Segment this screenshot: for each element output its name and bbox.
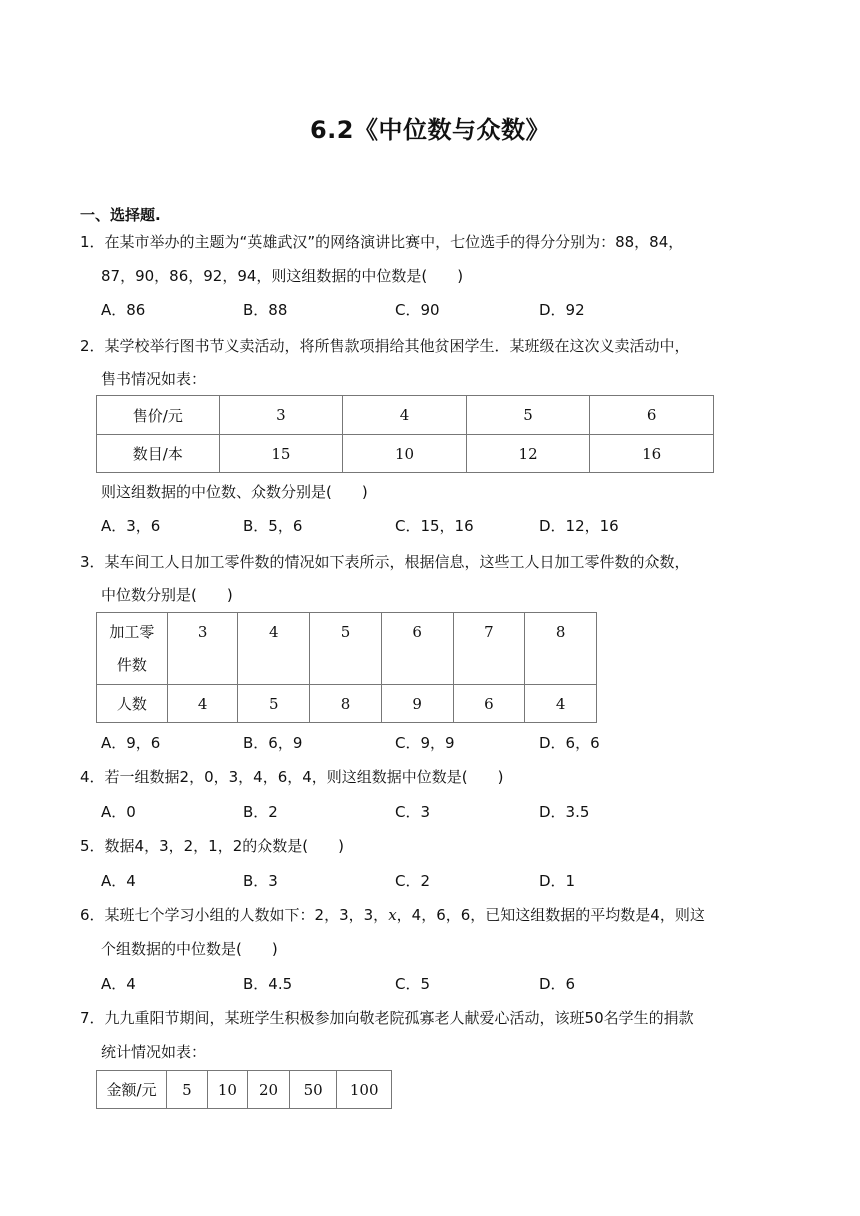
q3-table-cell: 5 (310, 613, 382, 685)
q3-table-cell: 5 (238, 685, 310, 723)
q3-table-cell: 人数 (97, 685, 168, 723)
q7-table-cell: 20 (248, 1071, 290, 1109)
q3-option-d: D．6，6 (539, 734, 600, 752)
q2-table-cell: 5 (466, 396, 590, 435)
q2-table (96, 395, 714, 473)
question-2-text: 2．某学校举行图书节义卖活动，将所售款项捐给其他贫困学生．某班级在这次义卖活动中， (80, 337, 690, 355)
q3-table (96, 612, 597, 723)
q7-table-cell: 100 (337, 1071, 392, 1109)
question-6-text (80, 905, 705, 925)
q3-option-c: C．9，9 (395, 734, 455, 752)
question-5-text: 5．数据4，3，2，1，2的众数是( ) (80, 837, 344, 855)
q4-option-b: B．2 (243, 803, 278, 821)
q7-table-cell: 10 (207, 1071, 248, 1109)
q2-table-cell: 12 (466, 435, 590, 473)
q1-option-b: B．88 (243, 301, 288, 319)
q5-option-a: A．4 (101, 872, 136, 890)
q3-table-cell: 4 (167, 685, 238, 723)
q2-table-cell: 6 (590, 396, 714, 435)
q2-option-a: A．3，6 (101, 517, 161, 535)
q3-table-cell: 3 (167, 613, 238, 685)
q2-table-cell: 16 (590, 435, 714, 473)
question-3-text: 3．某车间工人日加工零件数的情况如下表所示，根据信息，这些工人日加工零件数的众数， (80, 553, 690, 571)
q6-option-d: D．6 (539, 975, 576, 993)
q6-text-part-1: 6．某班七个学习小组的人数如下：2，3，3， (80, 906, 389, 924)
q3-option-b: B．6，9 (243, 734, 303, 752)
q5-option-b: B．3 (243, 872, 278, 890)
q7-table-cell: 50 (289, 1071, 337, 1109)
q3-table-cell: 9 (381, 685, 453, 723)
question-6-text-cont: 个组数据的中位数是( ) (101, 940, 278, 958)
question-1-text-cont: 87，90，86，92，94，则这组数据的中位数是( ) (101, 267, 464, 285)
q6-text-part-2: ，4，6，6，已知这组数据的平均数是4，则这 (396, 906, 705, 924)
q2-option-b: B．5，6 (243, 517, 303, 535)
q2-table-cell: 15 (219, 435, 343, 473)
q6-option-c: C．5 (395, 975, 431, 993)
question-2-text-cont: 售书情况如表： (101, 370, 207, 388)
q2-option-c: C．15，16 (395, 517, 474, 535)
q1-option-a: A．86 (101, 301, 146, 319)
q6-option-a: A．4 (101, 975, 136, 993)
q7-table-cell: 5 (167, 1071, 207, 1109)
q5-option-d: D．1 (539, 872, 576, 890)
q3-table-cell: 7 (453, 613, 525, 685)
q2-table-cell: 10 (343, 435, 467, 473)
q4-option-c: C．3 (395, 803, 431, 821)
question-4-text: 4．若一组数据2，0，3，4，6，4，则这组数据中位数是( ) (80, 768, 504, 786)
q2-table-cell: 4 (343, 396, 467, 435)
question-3-text-cont: 中位数分别是( ) (101, 586, 233, 604)
q1-option-d: D．92 (539, 301, 585, 319)
q7-table (96, 1070, 392, 1109)
q3-table-header-cell (97, 613, 168, 685)
q3-table-cell: 8 (525, 613, 597, 685)
q6-variable-x: x (388, 906, 397, 924)
q4-option-a: A．0 (101, 803, 136, 821)
q7-table-cell: 金额/元 (97, 1071, 167, 1109)
q1-option-c: C．90 (395, 301, 440, 319)
question-2-prompt: 则这组数据的中位数、众数分别是( ) (101, 483, 368, 501)
section-heading: 一、选择题. (80, 206, 161, 224)
q3-option-a: A．9，6 (101, 734, 161, 752)
q3-header-line-1: 加工零 (109, 623, 155, 641)
q3-table-cell: 4 (525, 685, 597, 723)
q2-table-cell: 数目/本 (97, 435, 220, 473)
q2-option-d: D．12，16 (539, 517, 619, 535)
page-title: 6.2《中位数与众数》 (309, 116, 550, 144)
q2-table-cell: 3 (219, 396, 343, 435)
q3-table-cell: 6 (453, 685, 525, 723)
question-7-text-cont: 统计情况如表： (101, 1043, 207, 1061)
q6-option-b: B．4.5 (243, 975, 293, 993)
q4-option-d: D．3.5 (539, 803, 590, 821)
q3-header-line-2: 件数 (116, 656, 147, 674)
question-7-text: 7．九九重阳节期间，某班学生积极参加向敬老院孤寡老人献爱心活动，该班50名学生的捐款 (80, 1009, 694, 1027)
q5-option-c: C．2 (395, 872, 431, 890)
q2-table-cell: 售价/元 (97, 396, 220, 435)
q3-table-cell: 4 (238, 613, 310, 685)
q3-table-cell: 8 (310, 685, 382, 723)
question-1-text: 1．在某市举办的主题为“英雄武汉”的网络演讲比赛中，七位选手的得分分别为：88，84， (80, 233, 684, 251)
q3-table-cell: 6 (381, 613, 453, 685)
